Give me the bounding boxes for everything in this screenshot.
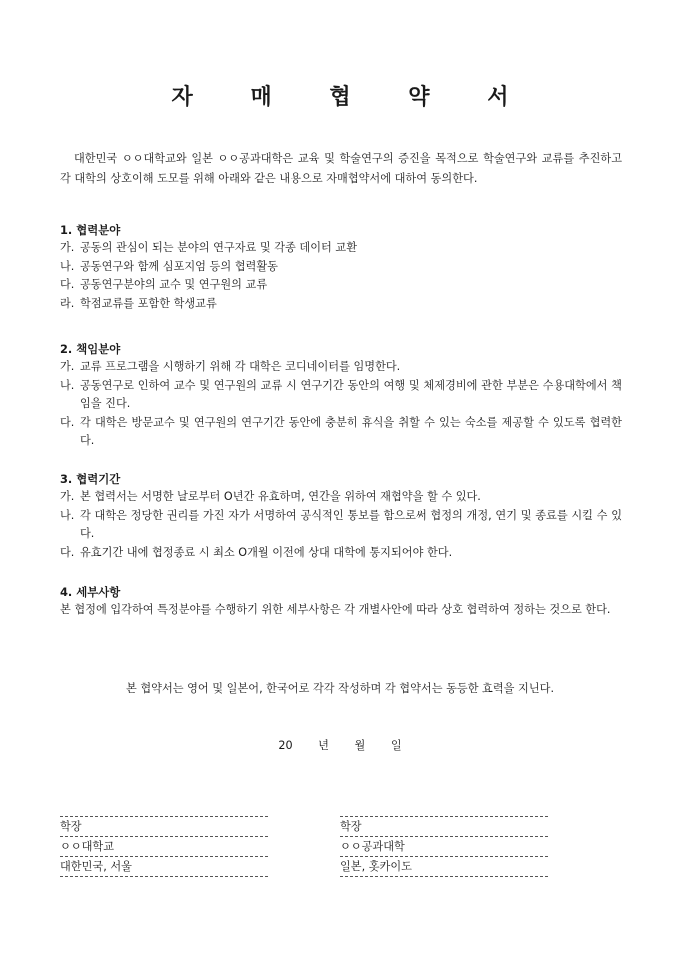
section-cooperation-period (60, 470, 622, 562)
section-cooperation-fields (60, 221, 622, 313)
list-item (60, 507, 622, 544)
signatory-role: 학장 (340, 816, 548, 836)
item-marker: 나. (60, 508, 75, 522)
section-heading: 4. 세부사항 (60, 585, 121, 599)
list-item (60, 295, 622, 314)
list-item (60, 488, 622, 507)
list-item (60, 544, 622, 563)
section-heading: 1. 협력분야 (60, 223, 121, 237)
list-item (60, 258, 622, 277)
intro-paragraph: 대한민국 ㅇㅇ대학교와 일본 ㅇㅇ공과대학은 교육 및 학술연구의 증진을 목적으로 학술연구와 교류를 추진하고 각 대학의 상호이해 도모를 위해 아래와 같은 내용으로 자매협약서에 대하여 동의한다. (60, 152, 622, 185)
signing-date: 20 년 월 일 (278, 739, 402, 752)
item-text: 공동연구분야의 교수 및 연구원의 교류 (80, 278, 268, 291)
item-text: 유효기간 내에 협정종료 시 최소 O개월 이전에 상대 대학에 통지되어야 한다. (80, 545, 453, 559)
item-text: 공동연구와 함께 심포지엄 등의 협력활동 (80, 259, 278, 273)
closing-statement: 본 협약서는 영어 및 일본어, 한국어로 각각 작성하며 각 협약서는 동등한 효력을 지닌다. (125, 682, 555, 695)
item-text: 공동의 관심이 되는 분야의 연구자료 및 각종 데이터 교환 (80, 241, 358, 254)
document-title: 자 매 협 약 서 (171, 85, 534, 110)
item-marker: 다. (60, 545, 75, 559)
list-item (60, 377, 622, 414)
signature-block-right (340, 816, 548, 877)
item-marker: 가. (60, 241, 75, 254)
list-item (60, 358, 622, 377)
item-marker: 라. (60, 296, 75, 310)
item-text: 각 대학은 방문교수 및 연구원의 연구기간 동안에 충분히 휴식을 취할 수 있는 숙소를 제공할 수 있도록 협력한다. (80, 415, 622, 447)
section-heading: 2. 책임분야 (60, 342, 121, 356)
item-marker: 다. (60, 278, 75, 291)
item-marker: 다. (60, 415, 75, 429)
list-item (60, 276, 622, 295)
list-item (60, 239, 622, 258)
signatory-role: 학장 (60, 816, 268, 836)
section-responsibilities (60, 340, 622, 451)
item-text: 공동연구로 인하여 교수 및 연구원의 교류 시 연구기간 동안의 여행 및 체제경비에 관한 부분은 수용대학에서 책임을 진다. (80, 378, 622, 410)
signatory-institution: ㅇㅇ공과대학 (340, 836, 548, 856)
item-text: 교류 프로그램을 시행하기 위해 각 대학은 코디네이터를 임명한다. (80, 360, 401, 373)
item-marker: 가. (60, 490, 75, 503)
signatory-institution: ㅇㅇ대학교 (60, 836, 268, 856)
section-details (60, 583, 622, 620)
item-marker: 나. (60, 378, 75, 392)
signatory-location: 일본, 홋카이도 (340, 856, 548, 877)
item-marker: 가. (60, 360, 75, 373)
item-text: 본 협력서는 서명한 날로부터 O년간 유효하며, 연간을 위하여 재협약을 할 수 있다. (80, 490, 481, 503)
item-text: 학점교류를 포함한 학생교류 (80, 296, 217, 310)
section-text: 본 협정에 입각하여 특정분야를 수행하기 위한 세부사항은 각 개별사안에 따라 상호 협력하여 정하는 것으로 한다. (60, 603, 611, 616)
signatory-location: 대한민국, 서울 (60, 856, 268, 877)
list-item (60, 414, 622, 451)
section-heading: 3. 협력기간 (60, 472, 121, 486)
item-marker: 나. (60, 259, 75, 273)
signature-block-left (60, 816, 268, 877)
item-text: 각 대학은 정당한 권리를 가진 자가 서명하여 공식적인 통보를 함으로써 협정의 개정, 연기 및 종료를 시킬 수 있다. (80, 508, 622, 540)
